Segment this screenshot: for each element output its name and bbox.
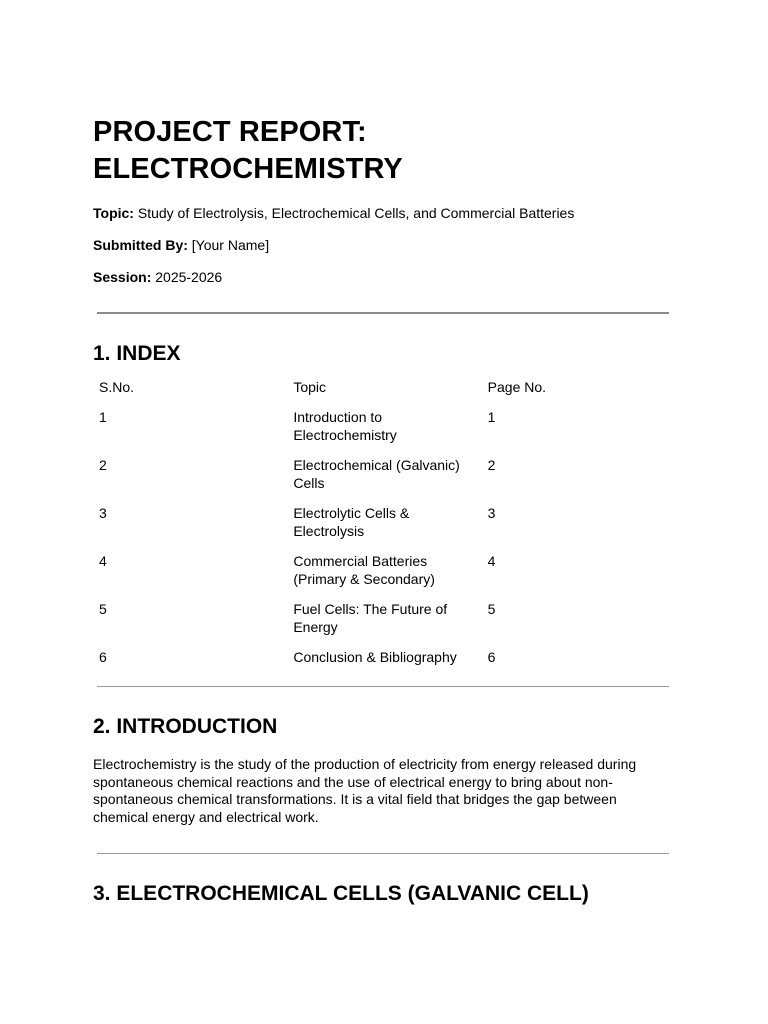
index-header-row: [93, 372, 675, 402]
column-header-topic: Topic: [293, 379, 327, 395]
cell-sno: 5: [99, 601, 107, 617]
submitted-by-line: [93, 236, 269, 254]
divider-1: [97, 312, 669, 314]
cell-topic: Commercial Batteries (Primary & Secondary): [293, 553, 435, 587]
submitted-by-label: Submitted By:: [93, 237, 188, 253]
report-title: [93, 114, 653, 188]
topic-line: [93, 204, 574, 222]
cell-topic: Electrolytic Cells & Electrolysis: [293, 505, 410, 539]
title-line-2: ELECTROCHEMISTRY: [93, 153, 403, 185]
cell-topic: Electrochemical (Galvanic) Cells: [293, 457, 460, 491]
introduction-paragraph: Electrochemistry is the study of the production of electricity from energy released during spontaneous chemical reactions and the use of electrical energy to bring about non-spontaneous chemical transformations. It is a vital field that bridges the gap between chemical energy and electrical work.: [93, 756, 637, 826]
title-line-1: PROJECT REPORT:: [93, 116, 367, 148]
table-row: [93, 498, 675, 546]
session-label: Session:: [93, 269, 152, 285]
index-heading: 1. INDEX: [93, 342, 181, 365]
topic-value: Study of Electrolysis, Electrochemical Cells, and Commercial Batteries: [137, 205, 575, 221]
report-page: [93, 0, 675, 1024]
column-header-sno: S.No.: [99, 379, 135, 395]
cell-topic: Conclusion & Bibliography: [293, 649, 457, 665]
session-line: [93, 268, 222, 286]
table-row: [93, 546, 675, 594]
cell-page: 3: [487, 505, 496, 521]
introduction-heading: 2. INTRODUCTION: [93, 715, 278, 738]
table-row: [93, 642, 675, 672]
divider-2: [97, 686, 669, 687]
cell-page: 6: [487, 649, 496, 665]
column-header-page: Page No.: [487, 379, 547, 395]
cell-sno: 3: [99, 505, 107, 521]
cell-sno: 6: [99, 649, 107, 665]
index-table: [93, 372, 675, 672]
cell-topic: Introduction to Electrochemistry: [293, 409, 397, 443]
cell-sno: 2: [99, 457, 107, 473]
table-row: [93, 450, 675, 498]
cell-topic: Fuel Cells: The Future of Energy: [293, 601, 448, 635]
cell-page: 4: [487, 553, 496, 569]
table-row: [93, 402, 675, 450]
cell-sno: 1: [99, 409, 107, 425]
submitted-by-value: [Your Name]: [191, 237, 270, 253]
topic-label: Topic:: [93, 205, 134, 221]
cell-page: 2: [487, 457, 496, 473]
divider-3: [97, 853, 669, 854]
table-row: [93, 594, 675, 642]
cell-page: 5: [487, 601, 496, 617]
section-3-heading: 3. ELECTROCHEMICAL CELLS (GALVANIC CELL): [93, 882, 589, 905]
cell-sno: 4: [99, 553, 107, 569]
session-value: 2025-2026: [155, 269, 223, 285]
cell-page: 1: [487, 409, 496, 425]
